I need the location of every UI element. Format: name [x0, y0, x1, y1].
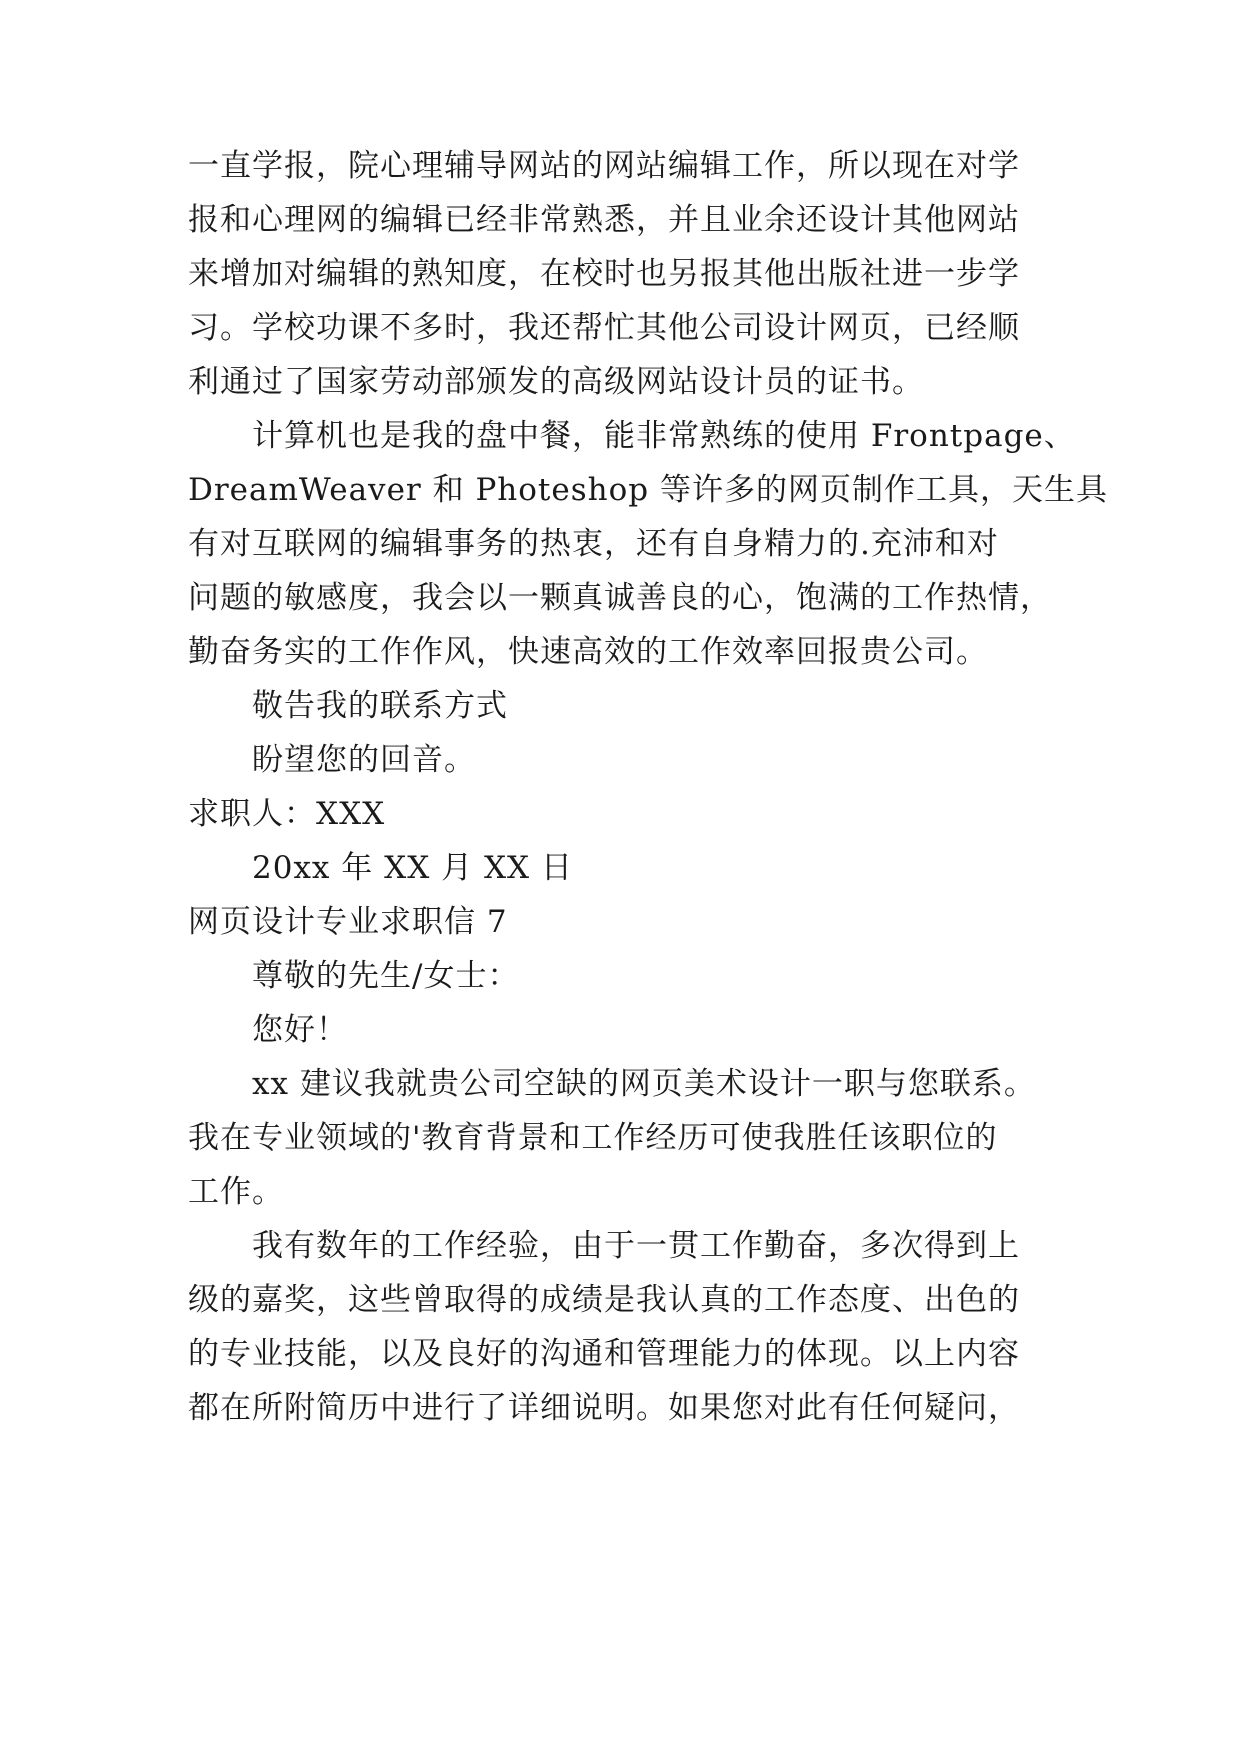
text-line: 一直学报，院心理辅导网站的网站编辑工作，所以现在对学 [188, 148, 1020, 184]
text-line: 级的嘉奖，这些曾取得的成绩是我认真的工作态度、出色的 [188, 1282, 1020, 1318]
text-line: 工作。 [188, 1174, 284, 1210]
text-line: 勤奋务实的工作作风，快速高效的工作效率回报贵公司。 [188, 634, 988, 670]
text-line: 我有数年的工作经验，由于一贯工作勤奋，多次得到上 [252, 1228, 1020, 1264]
salutation: 尊敬的先生/女士： [252, 958, 520, 994]
text-line: xx 建议我就贵公司空缺的网页美术设计一职与您联系。 [252, 1066, 1036, 1102]
text-line: DreamWeaver 和 Photeshop 等许多的网页制作工具，天生具 [188, 472, 1108, 508]
text-line: 利通过了国家劳动部颁发的高级网站设计员的证书。 [188, 364, 924, 400]
text-line: 的专业技能，以及良好的沟通和管理能力的体现。以上内容 [188, 1336, 1020, 1372]
contact-line: 敬告我的联系方式 [252, 688, 508, 724]
text-line: 习。学校功课不多时，我还帮忙其他公司设计网页，已经顺 [188, 310, 1020, 346]
closing-line: 盼望您的回音。 [252, 742, 476, 778]
text-line: 有对互联网的编辑事务的热衷，还有自身精力的.充沛和对 [188, 526, 999, 562]
text-line: 计算机也是我的盘中餐，能非常熟练的使用 Frontpage、 [252, 418, 1076, 454]
text-line: 问题的敏感度，我会以一颗真诚善良的心，饱满的工作热情， [188, 580, 1052, 616]
signature: 求职人：XXX [188, 796, 386, 832]
text-line: 我在专业领域的'教育背景和工作经历可使我胜任该职位的 [188, 1120, 998, 1156]
text-line: 来增加对编辑的熟知度，在校时也另报其他出版社进一步学 [188, 256, 1020, 292]
greeting: 您好！ [252, 1012, 348, 1048]
letter-title: 网页设计专业求职信 7 [188, 904, 508, 940]
text-line: 报和心理网的编辑已经非常熟悉，并且业余还设计其他网站 [188, 202, 1020, 238]
text-line: 都在所附简历中进行了详细说明。如果您对此有任何疑问， [188, 1390, 1020, 1426]
date-line: 20xx 年 XX 月 XX 日 [252, 850, 573, 886]
